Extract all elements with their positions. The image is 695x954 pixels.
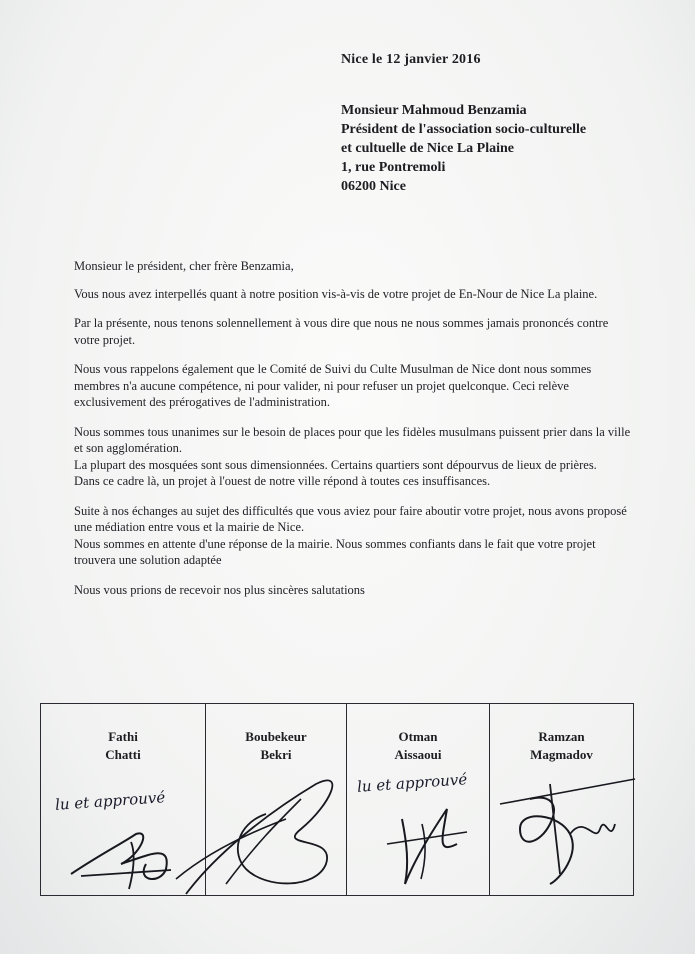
paragraph-position: Par la présente, nous tenons solennellement à vous dire que nous ne nous sommes jamais prononcés contre votre projet. [74, 316, 609, 347]
paragraph-mediation: Suite à nos échanges au sujet des difficultés que vous aviez pour faire aboutir votre projet, nous avons proposé une médiation entre vous et la mairie de Nice. [74, 503, 627, 534]
handwritten-signature-icon [347, 704, 489, 897]
handwritten-signature-icon [206, 704, 346, 897]
recipient-name: Monsieur Mahmoud Benzamia [341, 103, 527, 118]
approval-note: lu et approuvé [356, 770, 468, 796]
recipient-city: 06200 Nice [341, 179, 406, 194]
handwritten-signature-icon [490, 704, 638, 897]
paragraph-mosques: La plupart des mosquées sont sous dimensionnées. Certains quartiers sont dépourvus de lieux de prières. [74, 457, 597, 472]
recipient-association: et cultuelle de Nice La Plaine [341, 141, 515, 156]
recipient-address [341, 101, 586, 196]
signatory-name: Otman Aissaoui [394, 729, 442, 762]
paragraph-project-west: Dans ce cadre là, un projet à l'ouest de notre ville répond à toutes ces insuffisances. [74, 474, 491, 488]
paragraph-waiting: Nous sommes en attente d'une réponse de la mairie. Nous sommes confiants dans le fait que votre projet trouvera une solution adaptée [74, 536, 596, 567]
signatory-name: Fathi Chatti [105, 729, 141, 762]
recipient-title: Président de l'association socio-culturelle [341, 122, 587, 137]
signature-cell-chatti [41, 704, 206, 896]
signatory-name: Boubekeur Bekri [245, 729, 307, 762]
paragraph-unanimous: Nous sommes tous unanimes sur le besoin de places pour que les fidèles musulmans puissent prier dans la ville et son agglomération. [74, 424, 631, 455]
signature-cell-aissaoui [347, 704, 490, 896]
letter-body [74, 258, 632, 611]
closing-line: Nous vous prions de recevoir nos plus sincères salutations [74, 582, 365, 597]
salutation: Monsieur le président, cher frère Benzamia, [74, 259, 294, 273]
recipient-street: 1, rue Pontremoli [341, 160, 446, 175]
handwritten-signature-icon [41, 704, 205, 897]
paragraph-interpellation: Vous nous avez interpellés quant à notre position vis-à-vis de votre projet de En-Nour de Nice La plaine. [74, 286, 598, 301]
signature-cell-bekri [206, 704, 347, 896]
paragraph-committee: Nous vous rappelons également que le Comité de Suivi du Culte Musulman de Nice dont nous sommes membres n'a aucune compétence, ni pour valider, ni pour refuser un projet quelconque. Ceci relève exclusivement des prérogatives de l'administration. [74, 362, 592, 409]
letter-date: Nice le 12 janvier 2016 [341, 52, 481, 67]
signatory-name: Ramzan Magmadov [530, 729, 593, 762]
signature-table [40, 703, 634, 896]
signature-cell-magmadov [490, 704, 634, 896]
approval-note: lu et approuvé [54, 788, 166, 814]
